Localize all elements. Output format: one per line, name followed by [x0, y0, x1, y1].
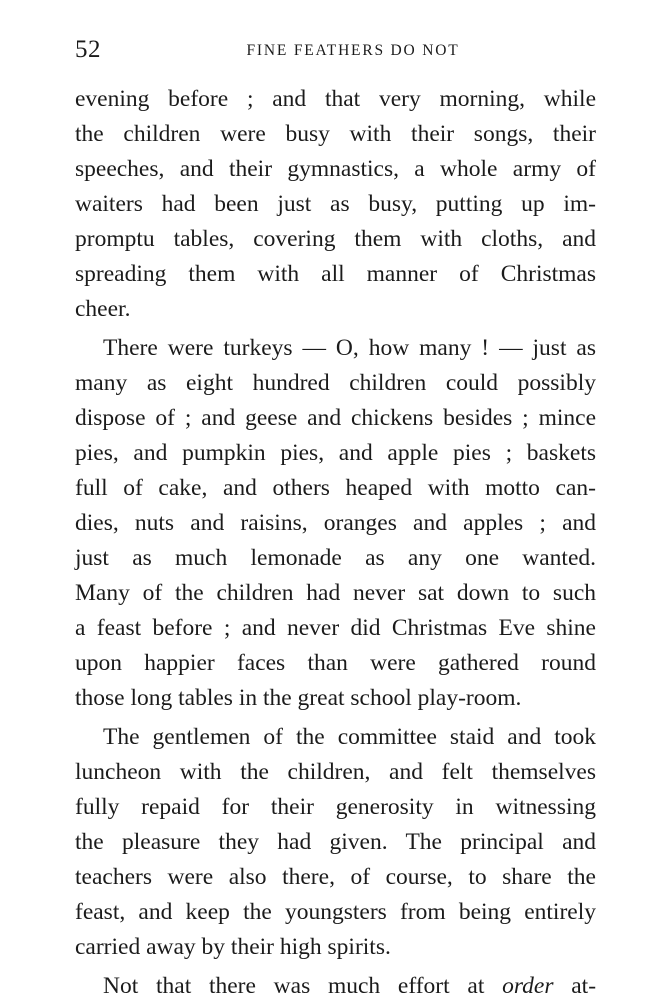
paragraph — [75, 82, 596, 327]
text-line: a feast before ; and never did Christmas Eve shine — [75, 615, 596, 641]
paragraph — [75, 969, 596, 1004]
text-line: evening before ; and that very morning, while — [75, 86, 596, 112]
text-line: There were turkeys — O, how many ! — just as — [103, 335, 596, 361]
text-line: carried away by their high spirits. — [75, 934, 391, 960]
text-line: speeches, and their gymnastics, a whole army of — [75, 156, 596, 182]
text-line: feast, and keep the youngsters from being entirely — [75, 899, 596, 925]
running-title: FINE FEATHERS DO NOT — [246, 42, 460, 59]
text-line: waiters had been just as busy, putting up im- — [75, 191, 596, 217]
text-line: teachers were also there, of course, to share the — [75, 864, 596, 890]
text-line: promptu tables, covering them with cloths, and — [75, 226, 596, 252]
text-run: Not that there was much effort at — [103, 973, 485, 999]
text-line: luncheon with the children, and felt themselves — [75, 759, 596, 785]
page-header — [72, 36, 594, 66]
paragraph — [75, 720, 596, 965]
page-number: 52 — [75, 36, 101, 63]
text-line — [75, 969, 596, 1004]
text-line: fully repaid for their generosity in witnessing — [75, 794, 596, 820]
text-line: Many of the children had never sat down to such — [75, 580, 596, 606]
text-line: dies, nuts and raisins, oranges and apples ; and — [75, 510, 596, 536]
text-line: cheer. — [75, 296, 131, 322]
text-line: the pleasure they had given. The principal and — [75, 829, 596, 855]
text-line: The gentlemen of the committee staid and took — [103, 724, 596, 750]
paragraph — [75, 331, 596, 716]
text-line: pies, and pumpkin pies, and apple pies ; baskets — [75, 440, 596, 466]
text-line: upon happier faces than were gathered round — [75, 650, 596, 676]
text-line: full of cake, and others heaped with motto can- — [75, 475, 596, 501]
emphasized-word: order — [502, 973, 554, 999]
text-run: at- — [571, 973, 597, 999]
text-line: just as much lemonade as any one wanted. — [75, 545, 596, 571]
text-line: dispose of ; and geese and chickens besides ; mince — [75, 405, 596, 431]
text-line: spreading them with all manner of Christmas — [75, 261, 596, 287]
body-text — [75, 82, 596, 1004]
text-line: many as eight hundred children could possibly — [75, 370, 596, 396]
text-line: the children were busy with their songs, their — [75, 121, 596, 147]
text-line: those long tables in the great school play-room. — [75, 685, 522, 711]
